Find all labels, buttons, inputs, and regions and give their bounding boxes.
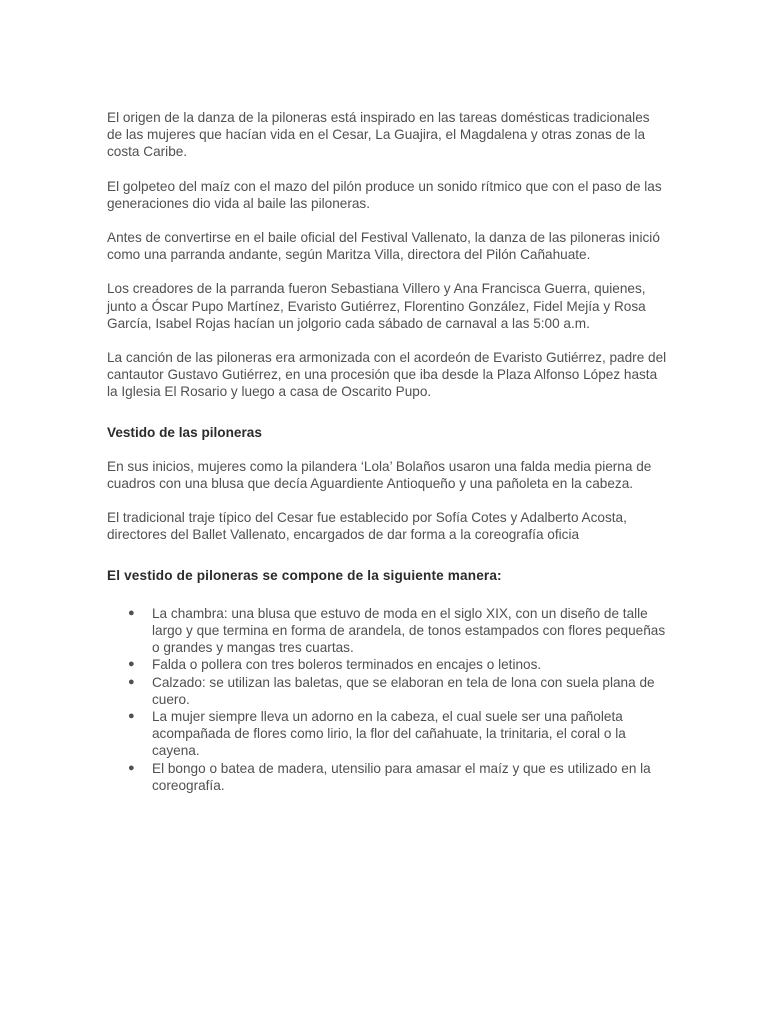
list-item-text: El bongo o batea de madera, utensilio para amasar el maíz y que es utilizado en la coreografía. <box>152 760 651 793</box>
bullet-icon: ● <box>128 658 135 671</box>
paragraph-cancion: La canción de las piloneras era armonizada con el acordeón de Evaristo Gutiérrez, padre del cantautor Gustavo Gutiérrez, en una procesión que iba desde la Plaza Alfonso López hasta la Iglesia El Rosario y luego a casa de Oscarito Pupo. <box>107 350 667 400</box>
paragraph-golpeteo: El golpeteo del maíz con el mazo del pilón produce un sonido rítmico que con el paso de las generaciones dio vida al baile las piloneras. <box>107 178 662 211</box>
paragraph-traje: El tradicional traje típico del Cesar fue establecido por Sofía Cotes y Adalberto Acosta, directores del Ballet Vallenato, encargados de dar forma a la coreografía oficia <box>107 510 627 543</box>
bullet-icon: ● <box>128 675 135 688</box>
list-item <box>107 656 667 673</box>
paragraph-origin: El origen de la danza de la piloneras está inspirado en las tareas domésticas tradicionales de las mujeres que hacían vida en el Cesar, La Guajira, el Magdalena y otras zonas de la costa Caribe. <box>107 110 650 160</box>
list-item-text: Falda o pollera con tres boleros terminados en encajes o letinos. <box>152 657 542 673</box>
bullet-icon: ● <box>128 606 135 619</box>
section-heading-vestido: Vestido de las piloneras <box>107 424 262 440</box>
list-item <box>107 605 667 657</box>
list-item <box>107 708 667 760</box>
list-item-text: La mujer siempre lleva un adorno en la cabeza, el cual suele ser una pañoleta acompañada de flores como lirio, la flor del cañahuate, la trinitaria, el coral o la cayena. <box>152 709 626 759</box>
list-item <box>107 760 667 794</box>
section-heading-composicion: El vestido de piloneras se compone de la siguiente manera: <box>107 567 502 583</box>
document-page <box>107 109 667 794</box>
garment-list <box>107 605 667 794</box>
list-item <box>107 674 667 708</box>
list-item-text: Calzado: se utilizan las baletas, que se elaboran en tela de lona con suela plana de cuero. <box>152 674 655 707</box>
bullet-icon: ● <box>128 710 135 723</box>
list-item-text: La chambra: una blusa que estuvo de moda en el siglo XIX, con un diseño de talle largo y que termina en forma de arandela, de tonos estampados con flores pequeñas o grandes y mangas tres cuartas. <box>152 605 666 656</box>
paragraph-creadores: Los creadores de la parranda fueron Sebastiana Villero y Ana Francisca Guerra, quienes, junto a Óscar Pupo Martínez, Evaristo Gutiérrez, Florentino González, Fidel Mejía y Rosa García, Isabel Rojas hacían un jolgorio cada sábado de carnaval a las 5:00 a.m. <box>107 281 646 331</box>
bullet-icon: ● <box>128 761 135 774</box>
paragraph-festival: Antes de convertirse en el baile oficial del Festival Vallenato, la danza de las piloneras inició como una parranda andante, según Maritza Villa, directora del Pilón Cañahuate. <box>107 230 660 263</box>
paragraph-inicios: En sus inicios, mujeres como la pilandera ‘Lola’ Bolaños usaron una falda media pierna de cuadros con una blusa que decía Aguardiente Antioqueño y una pañoleta en la cabeza. <box>107 458 652 492</box>
